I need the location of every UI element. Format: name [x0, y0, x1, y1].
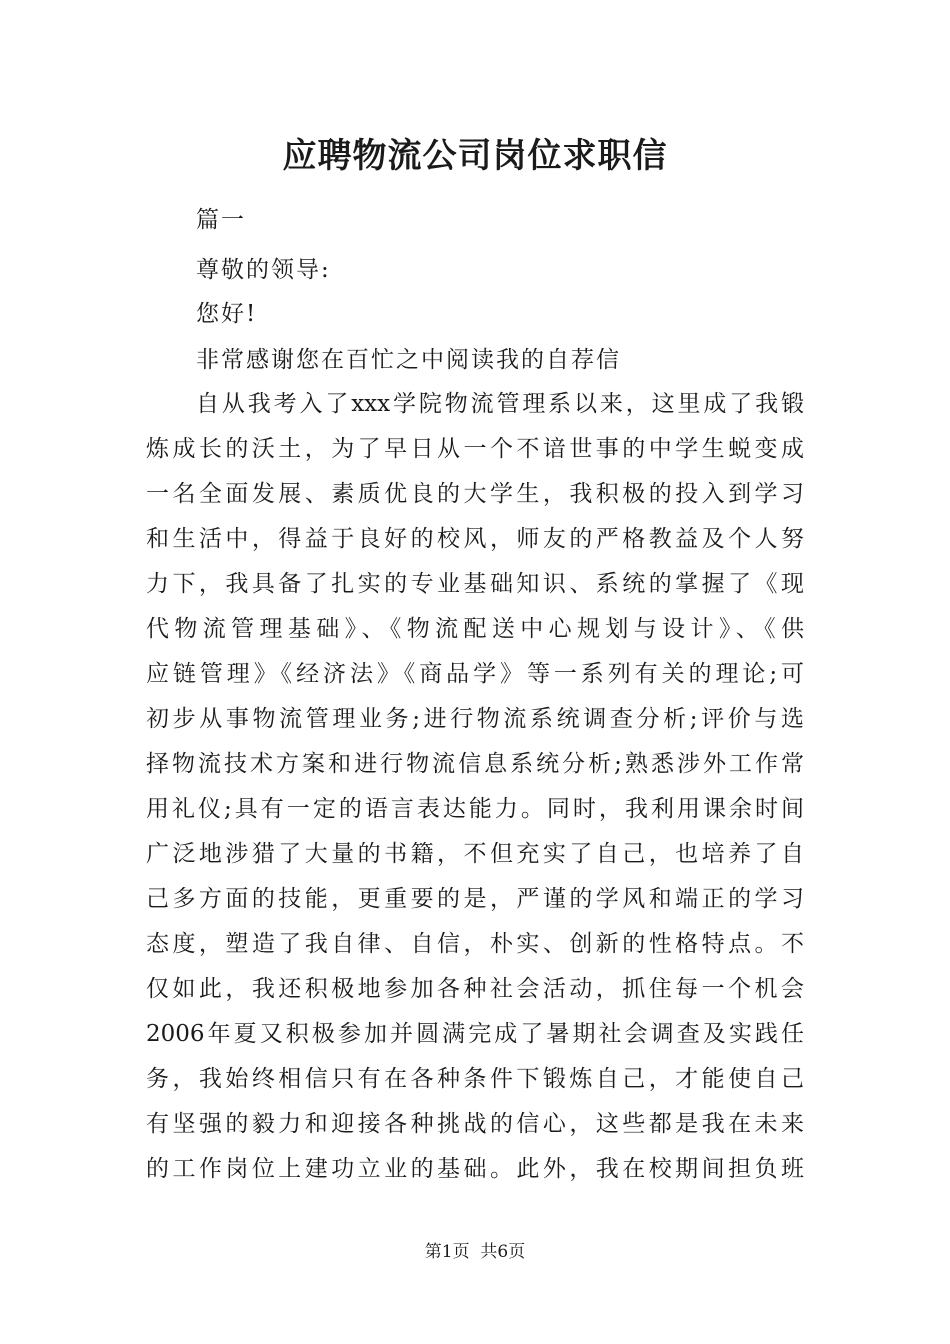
body-line: 和生活中，得益于良好的校风，师友的严格教益及个人努	[146, 526, 804, 552]
intro-sentence: 非常感谢您在百忙之中阅读我的自荐信	[196, 347, 621, 373]
salutation: 尊敬的领导:	[196, 257, 331, 283]
body-line: 力下，我具备了扎实的专业基础知识、系统的掌握了《现	[146, 571, 804, 597]
body-line: 务，我始终相信只有在各种条件下锻炼自己，才能使自己	[146, 1066, 804, 1092]
body-line: 择物流技术方案和进行物流信息系统分析;熟悉涉外工作常	[146, 751, 804, 777]
body-line: 应链管理》《经济法》《商品学》等一系列有关的理论;可	[146, 661, 804, 687]
body-line: 仅如此，我还积极地参加各种社会活动，抓住每一个机会	[146, 976, 804, 1002]
body-line: 用礼仪;具有一定的语言表达能力。同时，我利用课余时间	[146, 796, 804, 822]
document-title: 应聘物流公司岗位求职信	[282, 136, 668, 176]
greeting: 您好!	[196, 301, 258, 327]
body-line: 己多方面的技能，更重要的是，严谨的学风和端正的学习	[146, 886, 804, 912]
body-line: 炼成长的沃土，为了早日从一个不谙世事的中学生蜕变成	[146, 436, 804, 462]
body-line: 代物流管理基础》、《物流配送中心规划与设计》、《供	[146, 616, 804, 642]
body-line: 一名全面发展、素质优良的大学生，我积极的投入到学习	[146, 481, 804, 507]
body-line: 的工作岗位上建功立业的基础。此外，我在校期间担负班	[146, 1156, 804, 1182]
body-line: 初步从事物流管理业务;进行物流系统调查分析;评价与选	[146, 706, 804, 732]
body-line: 态度，塑造了我自律、自信，朴实、创新的性格特点。不	[146, 931, 804, 957]
body-line: 自从我考入了xxx学院物流管理系以来，这里成了我锻	[196, 391, 804, 417]
body-line: 广泛地涉猎了大量的书籍，不但充实了自己，也培养了自	[146, 841, 804, 867]
section-label: 篇一	[196, 207, 246, 233]
page-number-footer: 第1页 共6页	[424, 1242, 526, 1262]
body-line: 有坚强的毅力和迎接各种挑战的信心，这些都是我在未来	[146, 1111, 804, 1137]
body-line: 2006年夏又积极参加并圆满完成了暑期社会调查及实践任	[146, 1021, 804, 1047]
